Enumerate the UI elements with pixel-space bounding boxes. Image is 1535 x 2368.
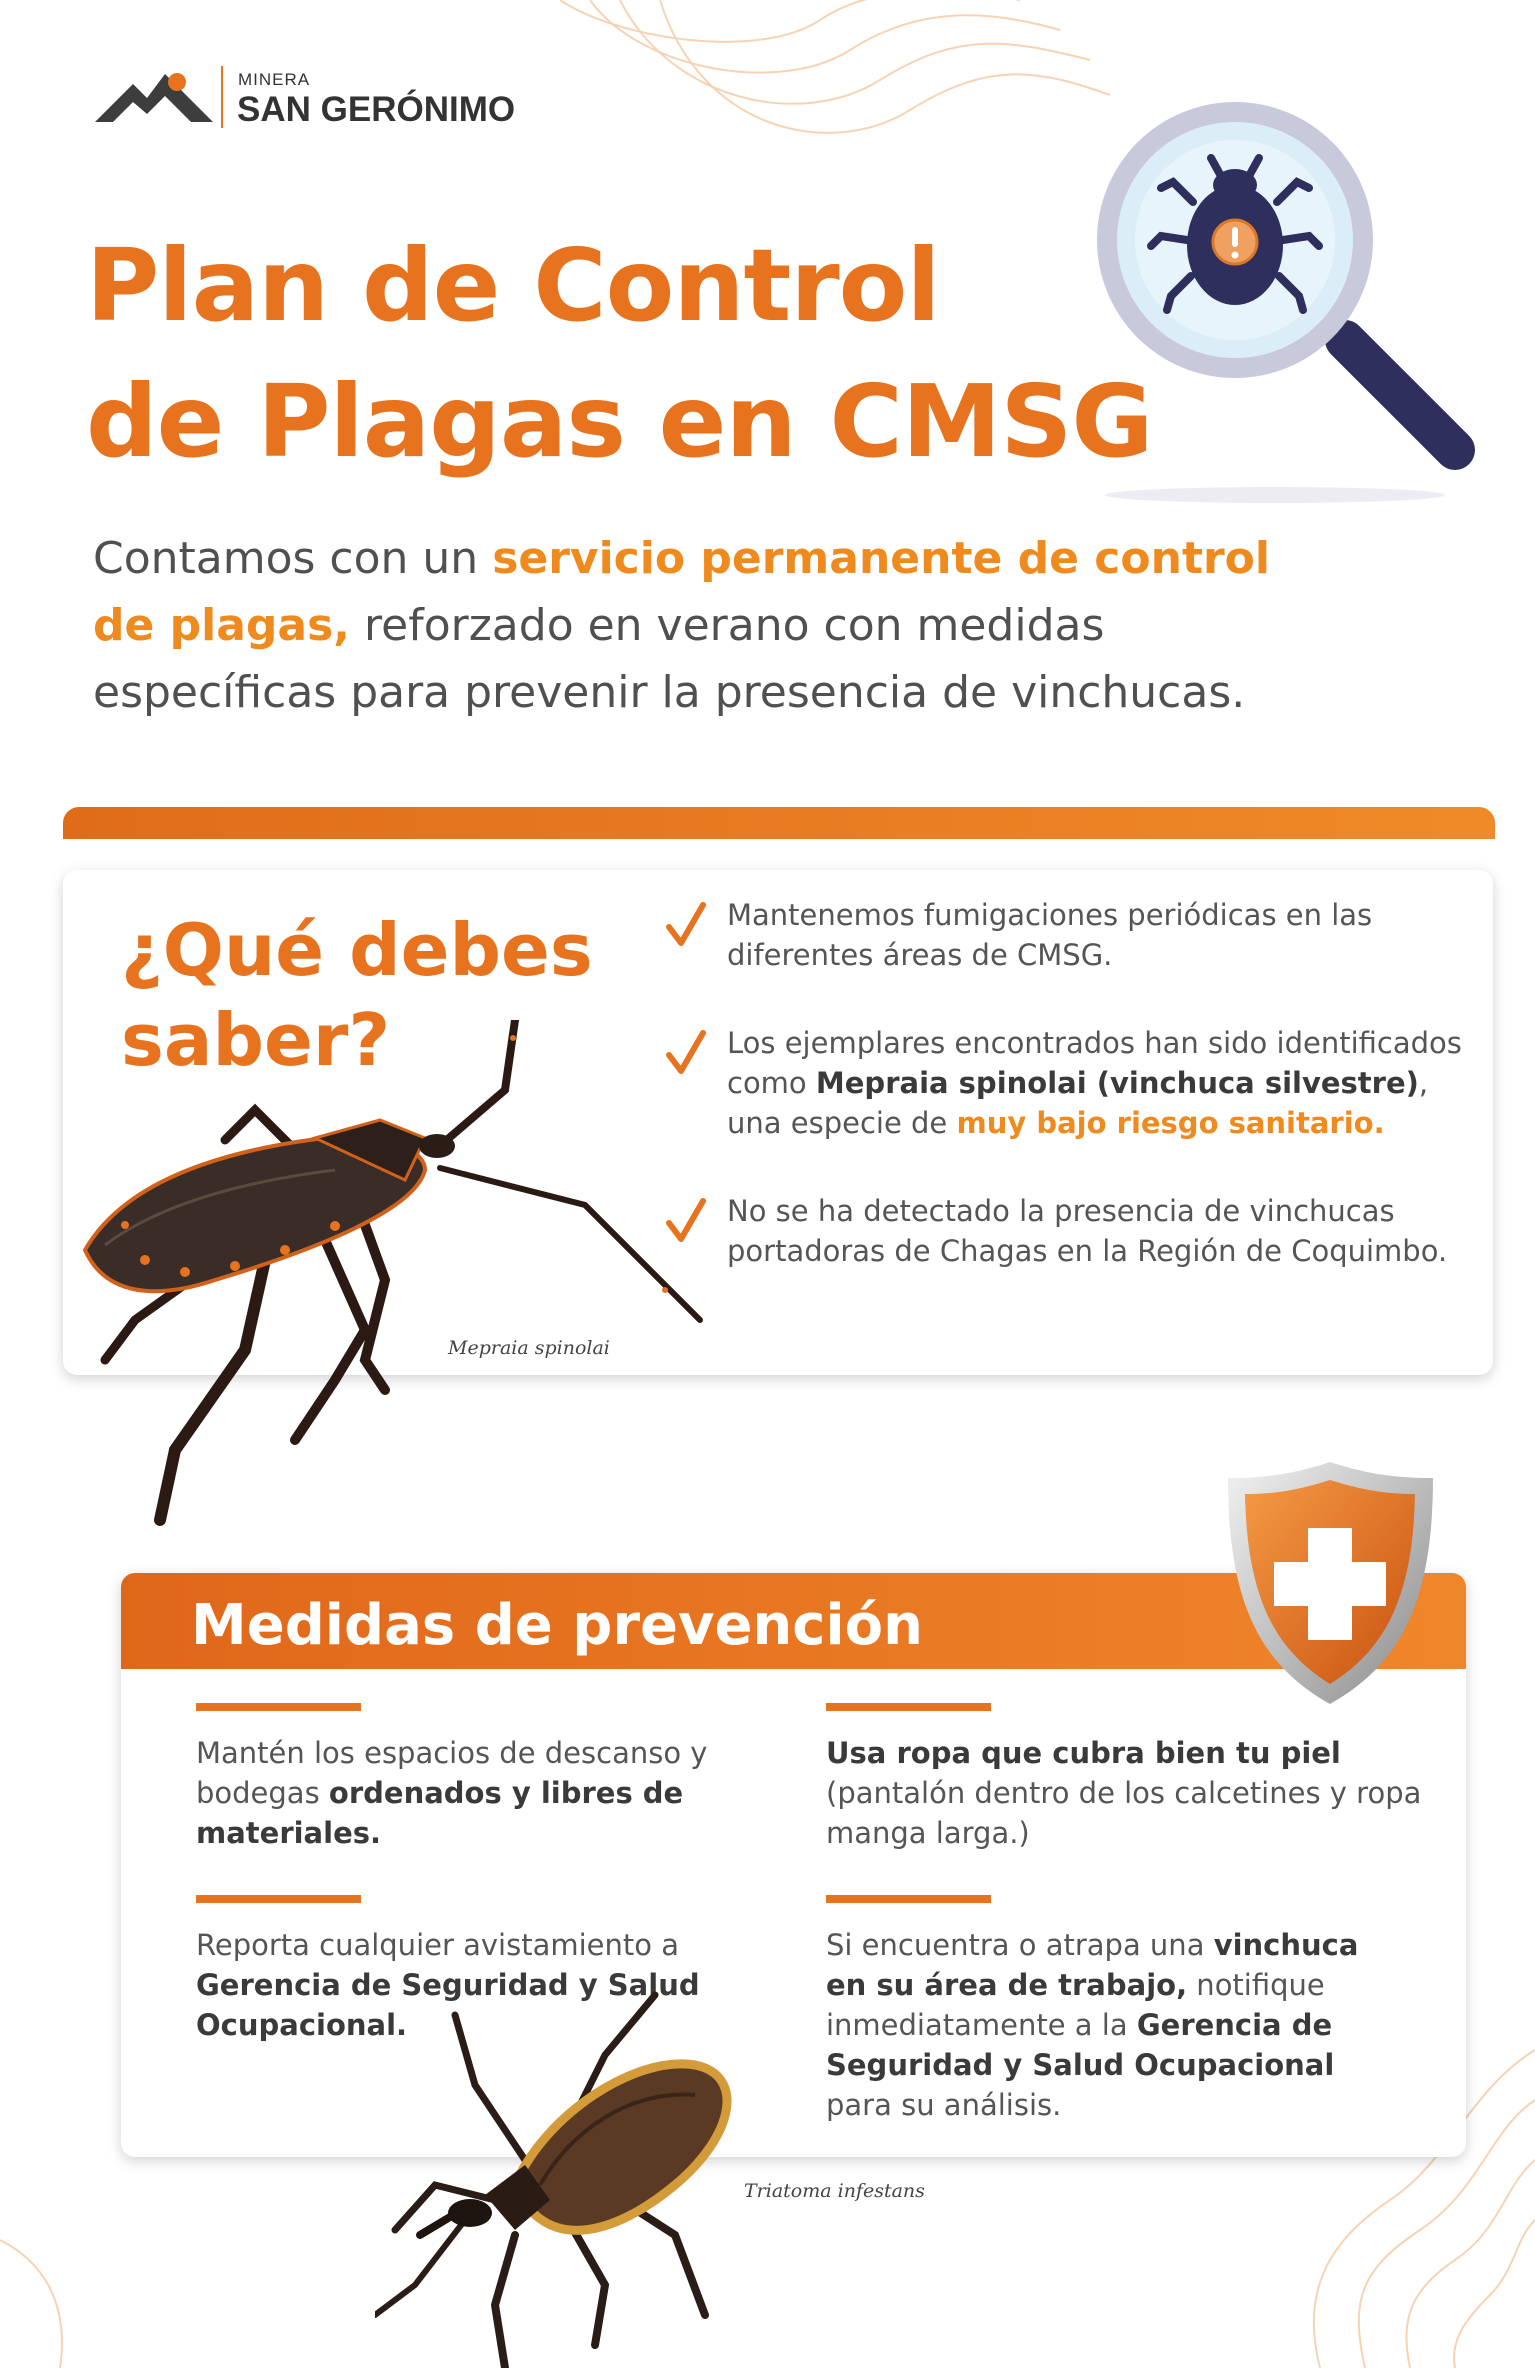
know-item-2-orange: muy bajo riesgo sanitario. bbox=[956, 1106, 1385, 1140]
know-item-2-bold: Mepraia spinolai (vinchuca silvestre) bbox=[815, 1066, 1419, 1100]
intro-paragraph bbox=[93, 525, 1343, 726]
measure-1-pre: Mantén los espacios de descanso y bodegas bbox=[196, 1736, 708, 1810]
measure-2-bold: Usa ropa que cubra bien tu piel bbox=[826, 1736, 1341, 1770]
intro-text-1: Contamos con un bbox=[93, 533, 493, 584]
know-item-2 bbox=[665, 1023, 1475, 1143]
measure-rule bbox=[196, 1895, 361, 1903]
measure-1 bbox=[196, 1703, 796, 1853]
know-title-line-2: saber? bbox=[121, 998, 391, 1082]
know-list bbox=[665, 895, 1475, 1319]
checkmark-icon bbox=[665, 901, 707, 949]
title-line-1: Plan de Control bbox=[86, 227, 940, 344]
measure-4-post: para su análisis. bbox=[826, 2088, 1062, 2122]
measure-rule bbox=[826, 1703, 991, 1711]
logo-divider bbox=[221, 66, 223, 128]
measure-4-mid: notifique inmediatamente a la bbox=[826, 1968, 1325, 2042]
measure-rule bbox=[826, 1895, 991, 1903]
know-item-2-mid: , una especie de bbox=[727, 1066, 1429, 1140]
logo-subtitle: MINERA bbox=[238, 70, 311, 89]
measure-2 bbox=[826, 1703, 1426, 1853]
mountain-logo-icon bbox=[95, 62, 215, 124]
measure-4-bold-2: Gerencia de Seguridad y Salud Ocupacional bbox=[826, 2008, 1335, 2082]
checkmark-icon bbox=[665, 1197, 707, 1245]
mepraia-caption: Mepraia spinolai bbox=[448, 1337, 610, 1359]
prevention-title: Medidas de prevención bbox=[191, 1593, 924, 1658]
measure-4-bold-1: vinchuca en su área de trabajo, bbox=[826, 1928, 1359, 2002]
company-logo bbox=[95, 62, 516, 142]
page-title bbox=[86, 218, 1153, 490]
title-line-2: de Plagas en CMSG bbox=[86, 363, 1153, 480]
measure-3-bold: Gerencia de Seguridad y Salud Ocupacional. bbox=[196, 1968, 700, 2042]
know-item-2-pre: Los ejemplares encontrados han sido identificados como bbox=[727, 1026, 1462, 1100]
shield-cross-icon bbox=[1223, 1458, 1438, 1708]
section-divider-bar bbox=[63, 807, 1495, 839]
know-title-line-1: ¿Qué debes bbox=[121, 908, 593, 992]
checkmark-icon bbox=[665, 1029, 707, 1077]
know-item-1 bbox=[665, 895, 1475, 975]
triatoma-infestans-image bbox=[375, 1985, 825, 2368]
know-item-3 bbox=[665, 1191, 1475, 1271]
intro-text-2: reforzado en verano con medidas específicas para prevenir la presencia de vinchucas. bbox=[93, 600, 1246, 718]
measure-4 bbox=[826, 1895, 1406, 2125]
know-item-3-text: No se ha detectado la presencia de vinchucas portadoras de Chagas en la Región de Coquimbo. bbox=[727, 1194, 1448, 1268]
measure-1-bold: ordenados y libres de materiales. bbox=[196, 1776, 684, 1850]
mepraia-spinolai-image bbox=[65, 1020, 715, 1540]
know-item-1-text: Mantenemos fumigaciones periódicas en las diferentes áreas de CMSG. bbox=[727, 898, 1373, 972]
triatoma-caption: Triatoma infestans bbox=[744, 2180, 925, 2202]
measure-2-post: (pantalón dentro de los calcetines y ropa manga larga.) bbox=[826, 1776, 1422, 1850]
logo-name: SAN GERÓNIMO bbox=[237, 90, 516, 129]
measure-4-pre: Si encuentra o atrapa una bbox=[826, 1928, 1214, 1962]
measure-rule bbox=[196, 1703, 361, 1711]
measure-3-pre: Reporta cualquier avistamiento a bbox=[196, 1928, 679, 1962]
magnifier-bug-icon bbox=[1095, 90, 1495, 510]
intro-highlight: servicio permanente de control de plagas, bbox=[93, 533, 1270, 651]
